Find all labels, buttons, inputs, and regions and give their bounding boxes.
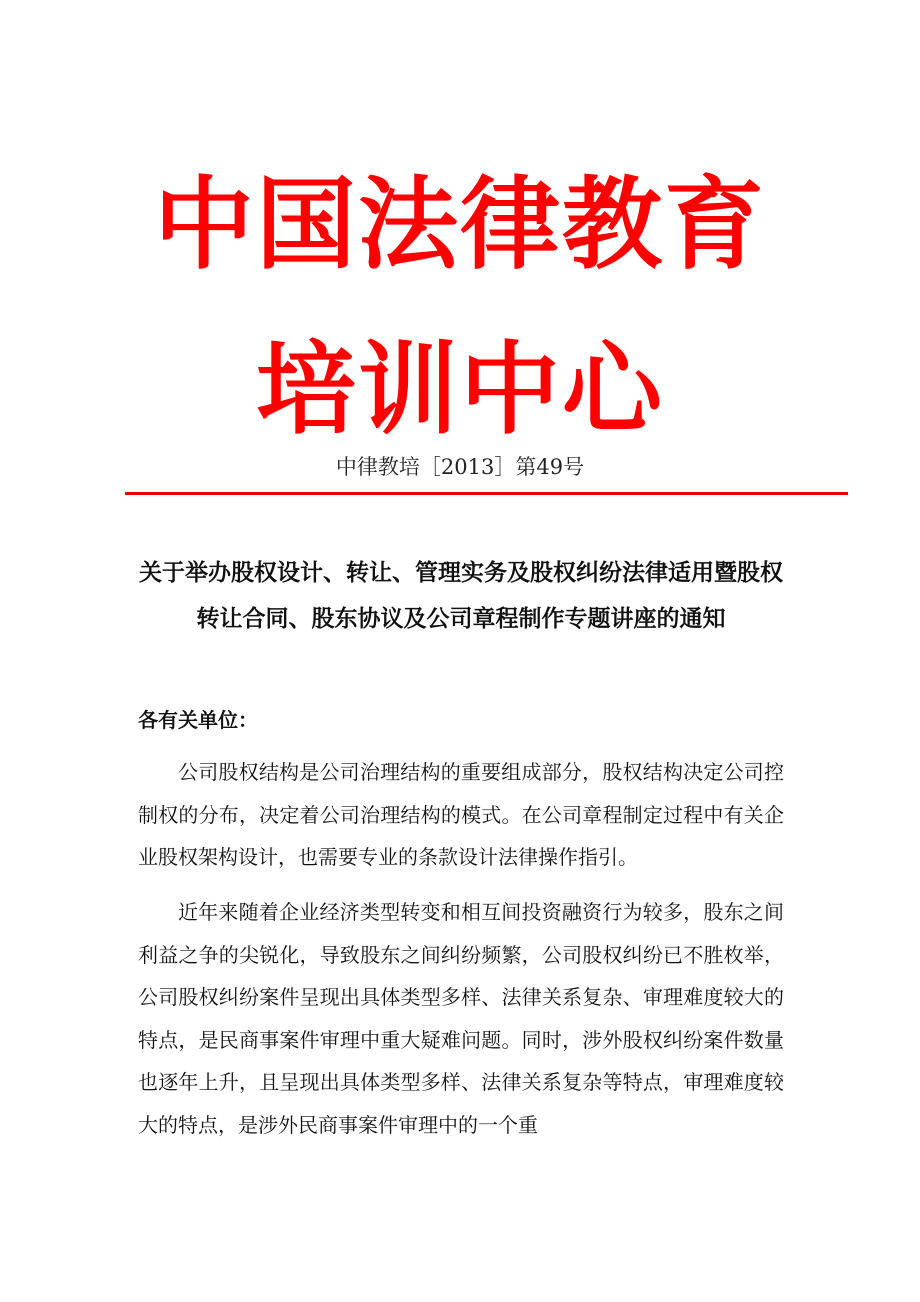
body-paragraph: 公司股权结构是公司治理结构的重要组成部分，股权结构决定公司控制权的分布，决定着公司治理结构的模式。在公司章程制定过程中有关企业股权架构设计，也需要专业的条款设计法律操作指引。 (138, 760, 784, 870)
red-divider (125, 492, 848, 495)
notice-title: 关于举办股权设计、转让、管理实务及股权纠纷法律适用暨股权转让合同、股东协议及公司章程制作专题讲座的通知 (139, 560, 783, 632)
org-name-line1: 中国法律教育 (154, 166, 766, 283)
org-name-line2: 培训中心 (256, 331, 664, 448)
salutation: 各有关单位： (138, 708, 258, 732)
document-number: 中律教培［2013］第49号 (335, 455, 585, 479)
body-paragraph: 近年来随着企业经济类型转变和相互间投资融资行为较多，股东之间利益之争的尖锐化，导致股东之间纠纷频繁，公司股权纠纷已不胜枚举，公司股权纠纷案件呈现出具体类型多样、法律关系复杂、审理难度较大的特点，是民商事案件审理中重大疑难问题。同时，涉外股权纠纷案件数量也逐年上升，且呈现出具体类型多样、法律关系复杂等特点，审理难度较大的特点，是涉外民商事案件审理中的一个重 (138, 900, 784, 1137)
